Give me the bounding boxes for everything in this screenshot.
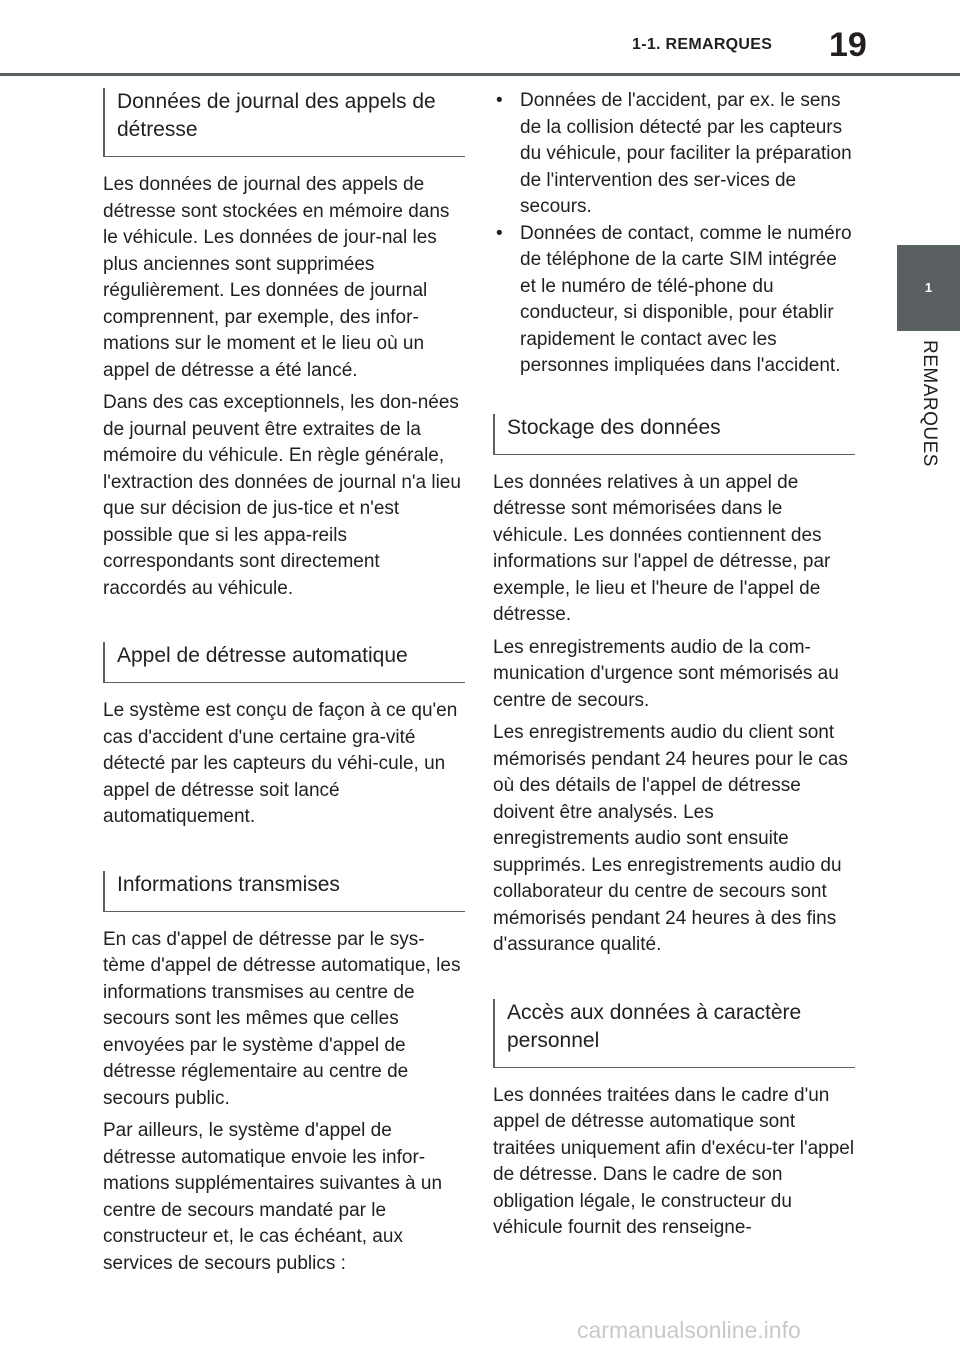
watermark: carmanualsonline.info: [577, 1317, 801, 1343]
paragraph: Les enregistrements audio du client sont mémorisés pendant 24 heures pour le cas où des détails de l'appel de détresse doivent être analysés. Les enregistrements audio sont ensuite supprimés. Les enregistrements audio du collaborateur du centre de secours sont mémorisés pendant 24 heures à des fins d'assurance qualité.: [493, 722, 848, 955]
heading-personal-data: Accès aux données à caractère personnel: [493, 999, 855, 1068]
list-item: [493, 88, 855, 221]
left-column: [103, 88, 465, 1283]
paragraph: Les enregistrements audio de la com-munication d'urgence sont mémorisés au centre de secours.: [493, 636, 839, 711]
chapter-tab-label: [897, 340, 960, 480]
chapter-tab: 1: [897, 245, 960, 331]
paragraph: En cas d'appel de détresse par le sys-tème d'appel de détresse automatique, les informations transmises au centre de secours sont les mêmes que celles envoyées par le système d'appel de détresse réglementaire au centre de secours public.: [103, 928, 461, 1109]
running-header-section: 1-1. REMARQUES: [632, 36, 773, 53]
list-item-text: Données de contact, comme le numéro de téléphone de la carte SIM intégrée et le numéro de télé-phone du conducteur, si disponible, pour établir rapidement le contact avec les personnes impliquées dans l'accident.: [520, 222, 852, 376]
heading-automatic-call: Appel de détresse automatique: [103, 642, 465, 683]
header-rule: [0, 73, 960, 76]
paragraph: Les données de journal des appels de détresse sont stockées en mémoire dans le véhicule. Les données de jour-nal les plus anciennes sont supprimées régulièrement. Les données de journal comprennent, par exemple, des infor-mations sur le moment et le lieu où un appel de détresse a été lancé.: [103, 174, 450, 381]
bullet-icon: •: [496, 222, 503, 244]
paragraph: Les données traitées dans le cadre d'un appel de détresse automatique sont traitées uniquement afin d'exécu-ter l'appel de détresse. Dans le cadre de son obligation légale, le constructeur du véhicule fournit des renseigne-: [493, 1084, 855, 1238]
bullet-icon: •: [496, 90, 503, 111]
heading-transmitted-info: Informations transmises: [103, 871, 465, 912]
heading-storage: Stockage des données: [493, 414, 855, 455]
list-item: [493, 221, 855, 380]
list-item-text: Données de l'accident, par ex. le sens de la collision détecté par les capteurs du véhicule, pour faciliter la préparation de l'intervention des ser-vices de secours.: [520, 90, 852, 217]
page-number: 19: [829, 26, 867, 64]
paragraph: Le système est conçu de façon à ce qu'en cas d'accident d'une certaine gra-vité détecté par les capteurs du véhi-cule, un appel de détresse soit lancé automatiquement.: [103, 700, 458, 827]
heading-journal: Données de journal des appels de détresse: [103, 88, 465, 157]
chapter-tab-text: REMARQUES: [919, 340, 940, 467]
paragraph: Les données relatives à un appel de détresse sont mémorisées dans le véhicule. Les données contiennent des informations sur l'appel de détresse, par exemple, le lieu et l'heure de l'appel de détresse.: [493, 471, 831, 625]
right-column: [493, 88, 855, 1248]
paragraph: Par ailleurs, le système d'appel de détresse automatique envoie les infor-mations supplémentaires suivantes à un centre de secours mandaté par le constructeur et, le cas échéant, aux services de secours publics :: [103, 1120, 443, 1274]
paragraph: Dans des cas exceptionnels, les don-nées de journal peuvent être extraites de la mémoire du véhicule. En règle générale, l'extraction des données de journal n'a lieu que sur décision de jus-tice et n'est possible que si les appa-reils correspondants sont directement raccordés au véhicule.: [103, 392, 461, 599]
